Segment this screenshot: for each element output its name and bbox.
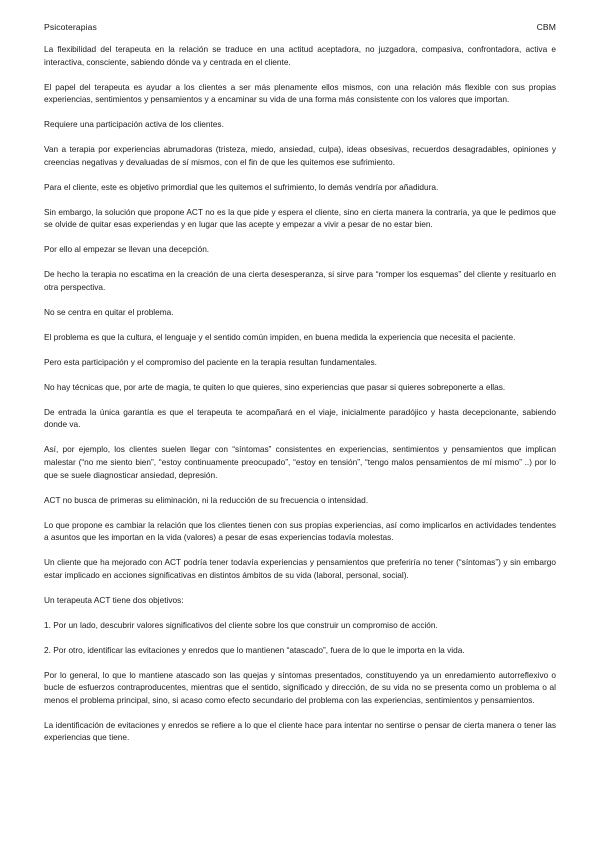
paragraph: El problema es que la cultura, el lenguaje y el sentido común impiden, en buena medida la experiencia que necesita el paciente. <box>44 331 516 342</box>
paragraph: Así, por ejemplo, los clientes suelen llegar con “síntomas” consistentes en experiencias, sentimientos y pensamientos que implican malestar (“no me siento bien”, “estoy continuamente preocupado”, “estoy en tensión”, “tengo malos pensamientos de mí mismo” ..) por lo que se suele diagnosticar ansiedad, depresión. <box>44 444 556 480</box>
paragraph: De entrada la única garantía es que el terapeuta te acompañará en el viaje, inicialmente paradójico y hasta decepcionante, sabiendo donde va. <box>44 406 556 430</box>
paragraph: Sin embargo, la solución que propone ACT no es la que pide y espera el cliente, sino en cierta manera la contraria, ya que le pedimos que se olvide de quitar esas experiendas y en lugar que las acepte y empezar a vivir a pesar de no estar bien. <box>44 206 556 230</box>
paragraph: La identificación de evitaciones y enredos se refiere a lo que el cliente hace para intentar no sentirse o pensar de cierta manera o tener las experiencias que tiene. <box>44 719 556 743</box>
paragraph: ACT no busca de primeras su eliminación, ni la reducción de su frecuencia o intensidad. <box>44 494 369 505</box>
list-item: 1. Por un lado, descubrir valores significativos del cliente sobre los que construir un compromiso de acción. <box>44 619 438 630</box>
paragraph: El papel del terapeuta es ayudar a los clientes a ser más plenamente ellos mismos, con una relación más flexible con sus propias experiencias, sentimientos y pensamientos y a encaminar su vida de una forma más consistente con los valores que importan. <box>44 81 556 105</box>
paragraph: Por lo general, lo que lo mantiene atascado son las quejas y síntomas presentados, constituyendo ya un enredamiento autorreflexivo o bucle de esfuerzos contraproducentes, mientras que el sentido, significado y dirección, de su vida no se presenta como un problema o al menos el problema principal, sino, si acaso como efecto secundario del problema con las experiencias, sentimientos y pensamientos. <box>44 669 556 705</box>
paragraph: Por ello al empezar se llevan una decepción. <box>44 244 210 255</box>
paragraph: Un terapeuta ACT tiene dos objetivos: <box>44 594 184 605</box>
document-body <box>44 43 556 756</box>
paragraph: Lo que propone es cambiar la relación que los clientes tienen con sus propias experiencias, así como implicarlos en actividades tendentes a asuntos que les importan en la vida (valores) a pesar de esas experiencias todavía molestas. <box>44 519 556 543</box>
paragraph: No hay técnicas que, por arte de magia, te quiten lo que quieres, sino experiencias que pasar si quieres sobreponerte a ellas. <box>44 381 506 392</box>
header-title: Psicoterapias <box>44 22 97 32</box>
paragraph: Requiere una participación activa de los clientes. <box>44 119 224 130</box>
list-item: 2. Por otro, identificar las evitaciones y enredos que lo mantienen “atascado”, fuera de lo que le importa en la vida. <box>44 644 465 655</box>
paragraph: Un cliente que ha mejorado con ACT podría tener todavía experiencias y pensamientos que preferiría no tener (“síntomas”) y sin embargo estar implicado en acciones significativas en distintos ámbitos de su vida (laboral, personal, social). <box>44 557 556 580</box>
paragraph: Para el cliente, este es objetivo primordial que les quitemos el sufrimiento, lo demás vendría por añadidura. <box>44 181 439 192</box>
paragraph: Van a terapia por experiencias abrumadoras (tristeza, miedo, ansiedad, culpa), ideas obsesivas, recuerdos desagradables, opiniones y creencias negativas y devaluadas de sí mismos, con el fin de que les quitemos ese sufrimiento. <box>44 144 556 167</box>
header-initials: CBM <box>536 22 556 32</box>
paragraph: Pero esta participación y el compromiso del paciente en la terapia resultan fundamentales. <box>44 356 377 367</box>
paragraph: No se centra en quitar el problema. <box>44 306 174 317</box>
paragraph: De hecho la terapia no escatima en la creación de una cierta desesperanza, si sirve para “romper los esquemas” del cliente y resituarlo en otra perspectiva. <box>44 269 556 292</box>
paragraph: La flexibilidad del terapeuta en la relación se traduce en una actitud aceptadora, no juzgadora, compasiva, confrontadora, activa e interactiva, consciente, sabiendo dónde va y centrada en el cliente. <box>44 44 556 67</box>
page-header <box>44 22 556 32</box>
